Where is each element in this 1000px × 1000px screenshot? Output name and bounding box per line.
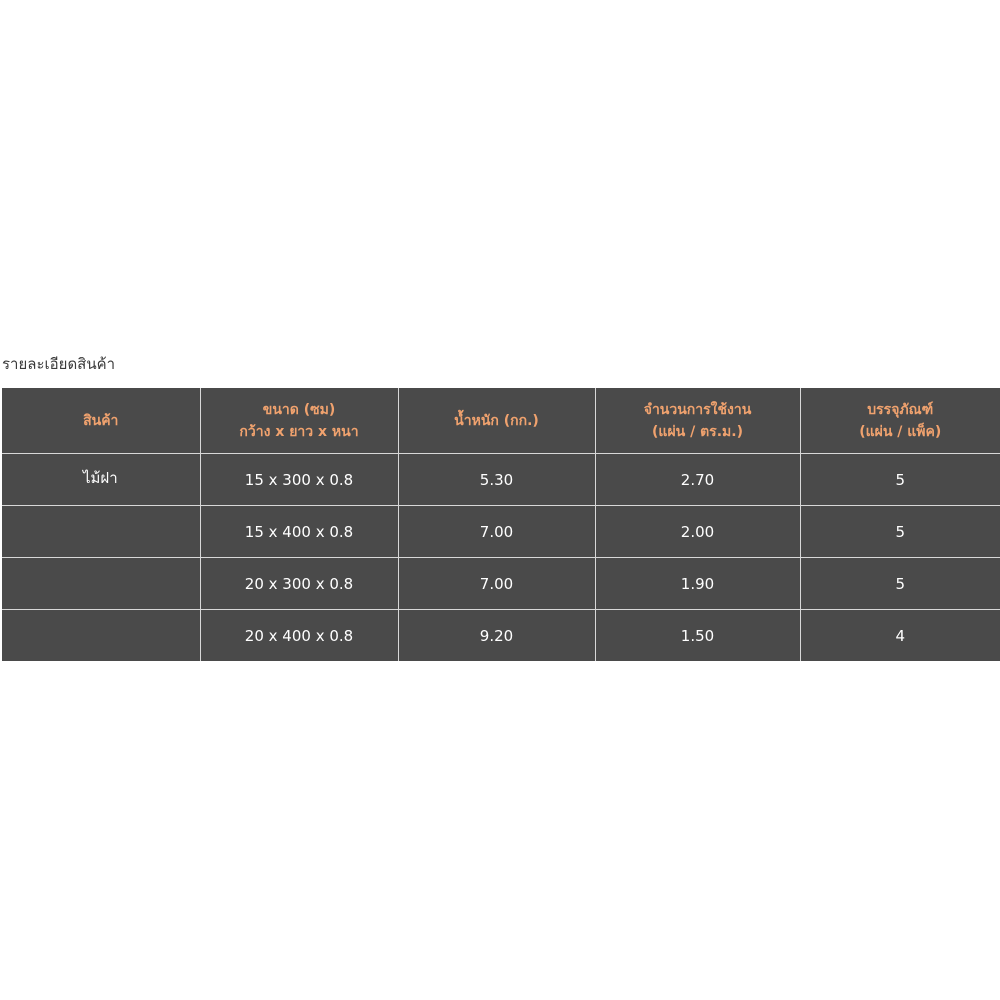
table-row [2,506,1000,558]
header-weight-label: น้ำหนัก (กก.) [454,412,539,429]
header-usage-label: จำนวนการใช้งาน [643,401,752,418]
header-product [2,388,200,454]
header-product-label: สินค้า [83,412,119,429]
header-size-label: ขนาด (ซม) [262,401,336,418]
table-row [2,610,1000,662]
cell-size: 20 x 400 x 0.8 [200,610,398,662]
table-header-row [2,388,1000,454]
cell-size: 15 x 400 x 0.8 [200,506,398,558]
cell-usage: 1.50 [595,610,800,662]
cell-product [2,610,200,662]
header-weight [398,388,595,454]
header-size-sublabel: กว้าง x ยาว x หนา [239,423,359,440]
cell-size: 20 x 300 x 0.8 [200,558,398,610]
cell-package: 5 [800,506,1000,558]
header-package [800,388,1000,454]
cell-product [2,558,200,610]
cell-size: 15 x 300 x 0.8 [200,454,398,506]
cell-weight: 9.20 [398,610,595,662]
cell-usage: 2.70 [595,454,800,506]
cell-product [2,506,200,558]
header-usage-sublabel: (แผ่น / ตร.ม.) [652,423,743,440]
cell-weight: 7.00 [398,558,595,610]
header-size [200,388,398,454]
cell-usage: 2.00 [595,506,800,558]
product-spec-table [2,388,1000,661]
section-title: รายละเอียดสินค้า [2,355,116,373]
cell-weight: 7.00 [398,506,595,558]
header-package-sublabel: (แผ่น / แพ็ค) [859,423,942,440]
table-row [2,454,1000,506]
cell-package: 5 [800,454,1000,506]
cell-package: 4 [800,610,1000,662]
table-row [2,558,1000,610]
header-package-label: บรรจุภัณฑ์ [867,401,934,418]
cell-package: 5 [800,558,1000,610]
cell-product: ไม้ฝา [2,454,200,506]
cell-usage: 1.90 [595,558,800,610]
cell-weight: 5.30 [398,454,595,506]
header-usage [595,388,800,454]
